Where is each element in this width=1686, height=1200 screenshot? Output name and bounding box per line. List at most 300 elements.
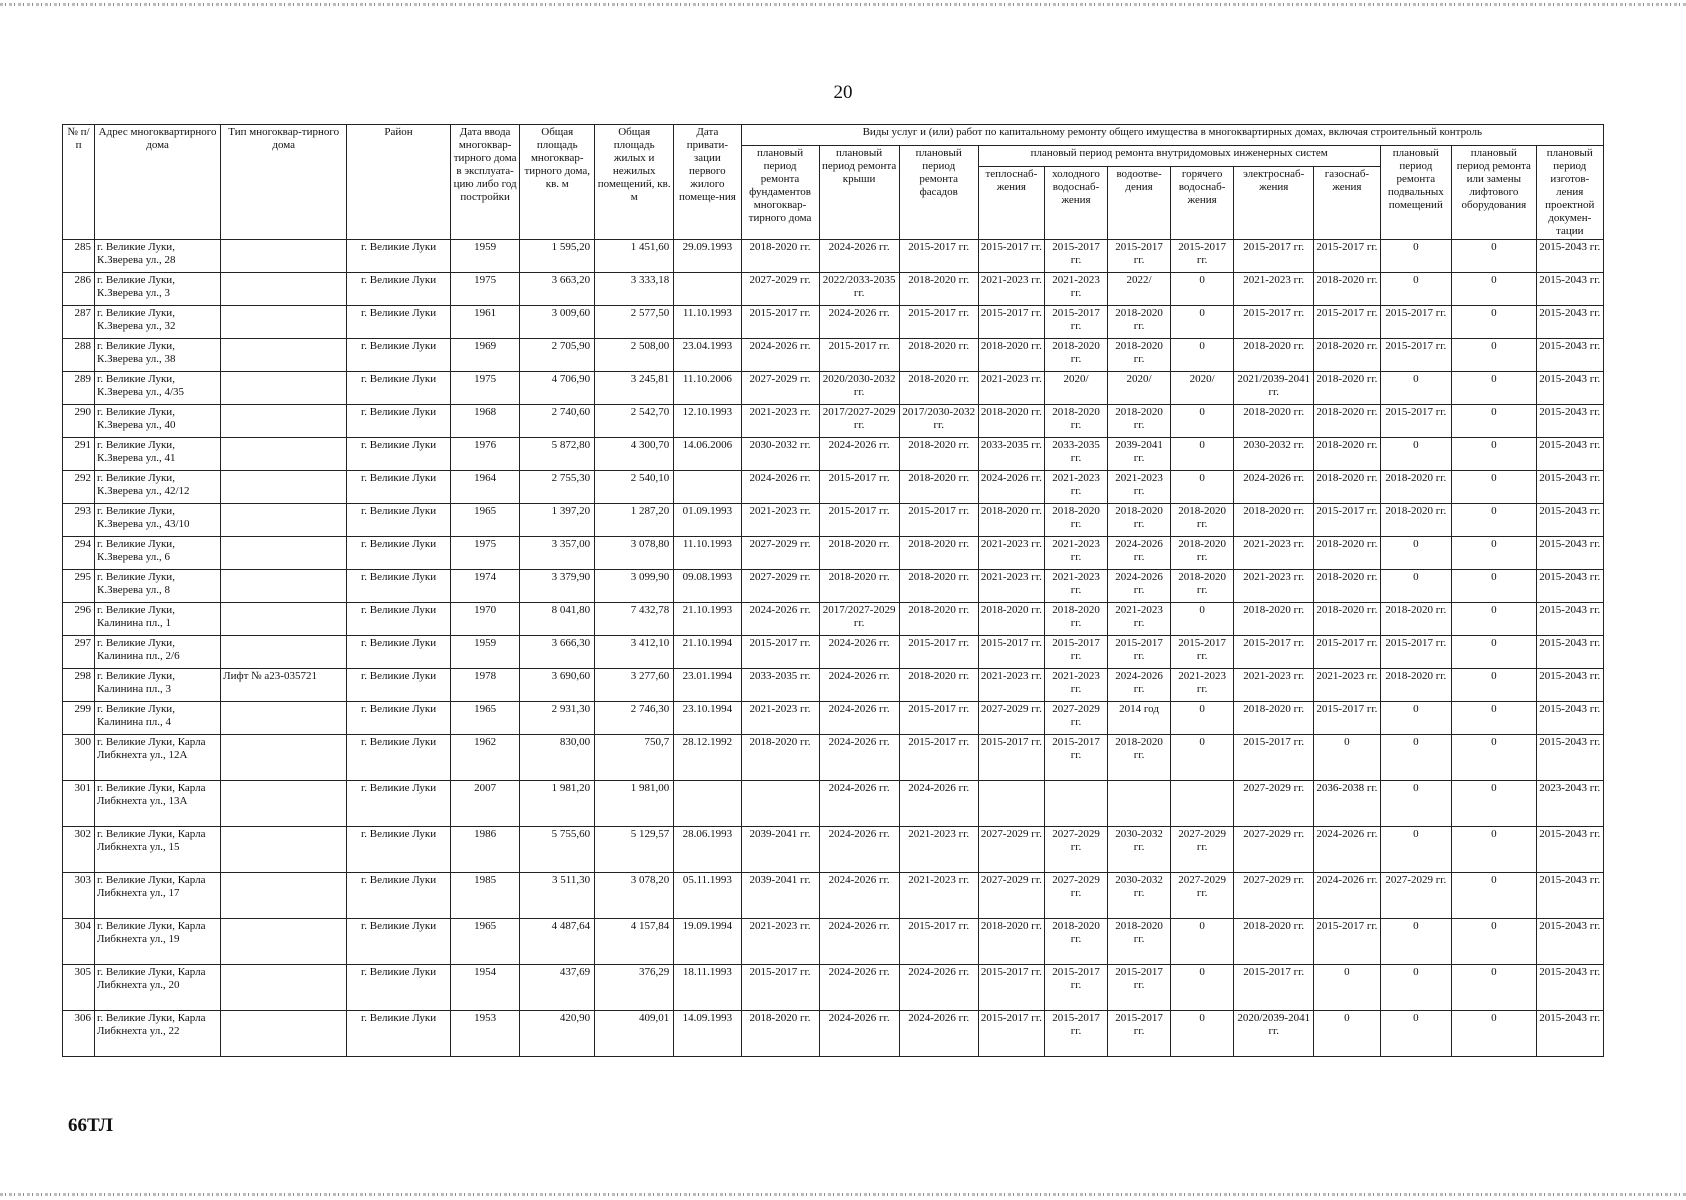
cell-privatization-date: 23.01.1994 <box>674 669 741 702</box>
cell-total-area: 3 009,60 <box>520 306 595 339</box>
cell-address: г. Великие Луки, К.Зверева ул., 3 <box>95 273 221 306</box>
cell-cold-water-period: 2015-2017 гг. <box>1045 306 1108 339</box>
cell-elevator-period: 0 <box>1452 873 1536 919</box>
cell-facade-period: 2017/2030-2032 гг. <box>899 405 978 438</box>
cell-facade-period: 2024-2026 гг. <box>899 781 978 827</box>
cell-house-type <box>221 438 347 471</box>
cell-row-number: 289 <box>63 372 95 405</box>
cell-foundation-period <box>741 781 819 827</box>
cell-privatization-date: 11.10.1993 <box>674 537 741 570</box>
cell-address: г. Великие Луки, Карла Либкнехта ул., 19 <box>95 919 221 965</box>
cell-address: г. Великие Луки, Карла Либкнехта ул., 17 <box>95 873 221 919</box>
cell-privatization-date: 23.04.1993 <box>674 339 741 372</box>
cell-commission-year: 1975 <box>450 537 519 570</box>
cell-foundation-period: 2021-2023 гг. <box>741 504 819 537</box>
cell-living-area: 3 078,20 <box>595 873 674 919</box>
cell-commission-year: 2007 <box>450 781 519 827</box>
cell-total-area: 1 595,20 <box>520 240 595 273</box>
cell-facade-period: 2015-2017 гг. <box>899 735 978 781</box>
header-facade: плановый период ремонта фасадов <box>899 146 978 240</box>
cell-facade-period: 2015-2017 гг. <box>899 636 978 669</box>
cell-gas-period: 2021-2023 гг. <box>1314 669 1380 702</box>
cell-address: г. Великие Луки, К.Зверева ул., 32 <box>95 306 221 339</box>
cell-total-area: 437,69 <box>520 965 595 1011</box>
cell-foundation-period: 2024-2026 гг. <box>741 471 819 504</box>
table-row <box>63 603 1604 636</box>
cell-address: г. Великие Луки, К.Зверева ул., 28 <box>95 240 221 273</box>
cell-row-number: 298 <box>63 669 95 702</box>
cell-basement-period: 0 <box>1380 372 1452 405</box>
cell-roof-period: 2024-2026 гг. <box>819 873 899 919</box>
cell-sewerage-period: 2030-2032 гг. <box>1108 827 1171 873</box>
cell-commission-year: 1954 <box>450 965 519 1011</box>
cell-basement-period: 0 <box>1380 537 1452 570</box>
cell-design-docs-period: 2015-2043 гг. <box>1536 570 1603 603</box>
cell-address: г. Великие Луки, Карла Либкнехта ул., 12А <box>95 735 221 781</box>
cell-commission-year: 1961 <box>450 306 519 339</box>
cell-gas-period: 0 <box>1314 965 1380 1011</box>
cell-row-number: 306 <box>63 1011 95 1057</box>
cell-electricity-period: 2015-2017 гг. <box>1234 240 1314 273</box>
cell-electricity-period: 2015-2017 гг. <box>1234 735 1314 781</box>
cell-elevator-period: 0 <box>1452 636 1536 669</box>
table-row <box>63 537 1604 570</box>
cell-design-docs-period: 2015-2043 гг. <box>1536 372 1603 405</box>
cell-roof-period: 2024-2026 гг. <box>819 919 899 965</box>
cell-cold-water-period: 2015-2017 гг. <box>1045 965 1108 1011</box>
cell-commission-year: 1985 <box>450 873 519 919</box>
cell-roof-period: 2018-2020 гг. <box>819 570 899 603</box>
cell-design-docs-period: 2015-2043 гг. <box>1536 306 1603 339</box>
cell-elevator-period: 0 <box>1452 669 1536 702</box>
cell-sewerage-period: 2024-2026 гг. <box>1108 570 1171 603</box>
header-sewerage: водоотве-дения <box>1108 167 1171 240</box>
cell-design-docs-period: 2015-2043 гг. <box>1536 471 1603 504</box>
table-header <box>63 125 1604 240</box>
cell-house-type <box>221 827 347 873</box>
cell-heating-period <box>978 781 1044 827</box>
cell-electricity-period: 2018-2020 гг. <box>1234 405 1314 438</box>
cell-house-type <box>221 273 347 306</box>
cell-foundation-period: 2018-2020 гг. <box>741 240 819 273</box>
cell-living-area: 3 333,18 <box>595 273 674 306</box>
cell-elevator-period: 0 <box>1452 537 1536 570</box>
cell-district: г. Великие Луки <box>347 372 451 405</box>
cell-heating-period: 2024-2026 гг. <box>978 471 1044 504</box>
cell-privatization-date: 18.11.1993 <box>674 965 741 1011</box>
cell-total-area: 4 487,64 <box>520 919 595 965</box>
cell-gas-period: 2018-2020 гг. <box>1314 537 1380 570</box>
cell-address: г. Великие Луки, Калинина пл., 3 <box>95 669 221 702</box>
cell-foundation-period: 2027-2029 гг. <box>741 372 819 405</box>
header-hot-water: горячего водоснаб-жения <box>1171 167 1234 240</box>
cell-design-docs-period: 2015-2043 гг. <box>1536 965 1603 1011</box>
cell-heating-period: 2015-2017 гг. <box>978 1011 1044 1057</box>
cell-district: г. Великие Луки <box>347 702 451 735</box>
page-number: 20 <box>833 82 853 103</box>
cell-facade-period: 2018-2020 гг. <box>899 471 978 504</box>
cell-gas-period: 2015-2017 гг. <box>1314 504 1380 537</box>
cell-living-area: 7 432,78 <box>595 603 674 636</box>
cell-basement-period: 0 <box>1380 702 1452 735</box>
cell-basement-period: 2027-2029 гг. <box>1380 873 1452 919</box>
cell-hot-water-period: 2018-2020 гг. <box>1171 570 1234 603</box>
table-row <box>63 339 1604 372</box>
cell-row-number: 292 <box>63 471 95 504</box>
cell-electricity-period: 2021-2023 гг. <box>1234 669 1314 702</box>
cell-row-number: 305 <box>63 965 95 1011</box>
cell-elevator-period: 0 <box>1452 570 1536 603</box>
table-row <box>63 273 1604 306</box>
cell-roof-period: 2024-2026 гг. <box>819 636 899 669</box>
cell-sewerage-period: 2021-2023 гг. <box>1108 603 1171 636</box>
cell-electricity-period: 2018-2020 гг. <box>1234 339 1314 372</box>
cell-design-docs-period: 2015-2043 гг. <box>1536 603 1603 636</box>
cell-address: г. Великие Луки, Карла Либкнехта ул., 20 <box>95 965 221 1011</box>
cell-foundation-period: 2033-2035 гг. <box>741 669 819 702</box>
cell-row-number: 297 <box>63 636 95 669</box>
cell-gas-period: 2024-2026 гг. <box>1314 873 1380 919</box>
cell-sewerage-period: 2021-2023 гг. <box>1108 471 1171 504</box>
cell-roof-period: 2024-2026 гг. <box>819 438 899 471</box>
cell-electricity-period: 2018-2020 гг. <box>1234 702 1314 735</box>
table-row <box>63 919 1604 965</box>
cell-elevator-period: 0 <box>1452 827 1536 873</box>
cell-house-type <box>221 537 347 570</box>
cell-district: г. Великие Луки <box>347 306 451 339</box>
cell-hot-water-period: 2018-2020 гг. <box>1171 537 1234 570</box>
cell-living-area: 5 129,57 <box>595 827 674 873</box>
cell-hot-water-period: 2015-2017 гг. <box>1171 636 1234 669</box>
cell-heating-period: 2018-2020 гг. <box>978 603 1044 636</box>
cell-district: г. Великие Луки <box>347 240 451 273</box>
cell-facade-period: 2018-2020 гг. <box>899 438 978 471</box>
cell-electricity-period: 2021-2023 гг. <box>1234 537 1314 570</box>
cell-electricity-period: 2030-2032 гг. <box>1234 438 1314 471</box>
cell-district: г. Великие Луки <box>347 827 451 873</box>
cell-design-docs-period: 2015-2043 гг. <box>1536 438 1603 471</box>
cell-foundation-period: 2027-2029 гг. <box>741 273 819 306</box>
cell-district: г. Великие Луки <box>347 405 451 438</box>
cell-elevator-period: 0 <box>1452 504 1536 537</box>
cell-sewerage-period: 2015-2017 гг. <box>1108 636 1171 669</box>
cell-privatization-date: 11.10.2006 <box>674 372 741 405</box>
header-no: № п/п <box>63 125 95 240</box>
cell-row-number: 300 <box>63 735 95 781</box>
cell-basement-period: 0 <box>1380 919 1452 965</box>
cell-hot-water-period: 0 <box>1171 471 1234 504</box>
cell-gas-period: 2015-2017 гг. <box>1314 306 1380 339</box>
cell-electricity-period: 2018-2020 гг. <box>1234 603 1314 636</box>
table-row <box>63 669 1604 702</box>
cell-elevator-period: 0 <box>1452 919 1536 965</box>
cell-facade-period: 2018-2020 гг. <box>899 537 978 570</box>
cell-living-area: 1 451,60 <box>595 240 674 273</box>
cell-hot-water-period: 0 <box>1171 405 1234 438</box>
cell-roof-period: 2015-2017 гг. <box>819 471 899 504</box>
cell-roof-period: 2024-2026 гг. <box>819 965 899 1011</box>
table-body <box>63 240 1604 1057</box>
cell-district: г. Великие Луки <box>347 669 451 702</box>
cell-heating-period: 2021-2023 гг. <box>978 273 1044 306</box>
cell-elevator-period: 0 <box>1452 405 1536 438</box>
cell-row-number: 290 <box>63 405 95 438</box>
cell-gas-period: 0 <box>1314 1011 1380 1057</box>
cell-commission-year: 1959 <box>450 636 519 669</box>
cell-electricity-period: 2018-2020 гг. <box>1234 919 1314 965</box>
cell-electricity-period: 2027-2029 гг. <box>1234 873 1314 919</box>
cell-gas-period: 2015-2017 гг. <box>1314 919 1380 965</box>
cell-gas-period: 2018-2020 гг. <box>1314 405 1380 438</box>
cell-house-type <box>221 702 347 735</box>
cell-living-area: 2 746,30 <box>595 702 674 735</box>
cell-district: г. Великие Луки <box>347 735 451 781</box>
scan-edge-top <box>0 3 1686 6</box>
capital-repair-register-table <box>62 124 1604 1057</box>
cell-gas-period: 2018-2020 гг. <box>1314 438 1380 471</box>
cell-sewerage-period: 2015-2017 гг. <box>1108 1011 1171 1057</box>
cell-electricity-period: 2027-2029 гг. <box>1234 827 1314 873</box>
cell-hot-water-period: 0 <box>1171 919 1234 965</box>
cell-design-docs-period: 2015-2043 гг. <box>1536 827 1603 873</box>
cell-heating-period: 2027-2029 гг. <box>978 827 1044 873</box>
header-electricity: электроснаб-жения <box>1234 167 1314 240</box>
cell-elevator-period: 0 <box>1452 781 1536 827</box>
cell-living-area: 2 508,00 <box>595 339 674 372</box>
cell-cold-water-period: 2018-2020 гг. <box>1045 504 1108 537</box>
cell-district: г. Великие Луки <box>347 438 451 471</box>
cell-facade-period: 2018-2020 гг. <box>899 603 978 636</box>
cell-design-docs-period: 2023-2043 гг. <box>1536 781 1603 827</box>
cell-row-number: 287 <box>63 306 95 339</box>
cell-elevator-period: 0 <box>1452 240 1536 273</box>
cell-heating-period: 2015-2017 гг. <box>978 735 1044 781</box>
cell-facade-period: 2021-2023 гг. <box>899 827 978 873</box>
cell-roof-period: 2017/2027-2029 гг. <box>819 603 899 636</box>
cell-gas-period: 2018-2020 гг. <box>1314 273 1380 306</box>
cell-address: г. Великие Луки, К.Зверева ул., 4/35 <box>95 372 221 405</box>
cell-sewerage-period: 2018-2020 гг. <box>1108 405 1171 438</box>
cell-gas-period: 2018-2020 гг. <box>1314 471 1380 504</box>
cell-privatization-date: 28.06.1993 <box>674 827 741 873</box>
cell-house-type <box>221 1011 347 1057</box>
cell-address: г. Великие Луки, К.Зверева ул., 40 <box>95 405 221 438</box>
cell-elevator-period: 0 <box>1452 702 1536 735</box>
cell-district: г. Великие Луки <box>347 873 451 919</box>
cell-electricity-period: 2027-2029 гг. <box>1234 781 1314 827</box>
cell-basement-period: 0 <box>1380 438 1452 471</box>
cell-basement-period: 2015-2017 гг. <box>1380 636 1452 669</box>
header-district: Район <box>347 125 451 240</box>
cell-gas-period: 2018-2020 гг. <box>1314 372 1380 405</box>
cell-roof-period: 2024-2026 гг. <box>819 1011 899 1057</box>
cell-row-number: 294 <box>63 537 95 570</box>
cell-living-area: 3 245,81 <box>595 372 674 405</box>
cell-foundation-period: 2015-2017 гг. <box>741 306 819 339</box>
cell-house-type <box>221 471 347 504</box>
table-row <box>63 636 1604 669</box>
cell-district: г. Великие Луки <box>347 919 451 965</box>
cell-sewerage-period: 2015-2017 гг. <box>1108 240 1171 273</box>
cell-hot-water-period <box>1171 781 1234 827</box>
cell-cold-water-period: 2015-2017 гг. <box>1045 735 1108 781</box>
cell-elevator-period: 0 <box>1452 1011 1536 1057</box>
cell-facade-period: 2024-2026 гг. <box>899 1011 978 1057</box>
cell-roof-period: 2024-2026 гг. <box>819 735 899 781</box>
cell-gas-period: 0 <box>1314 735 1380 781</box>
table-row <box>63 1011 1604 1057</box>
cell-foundation-period: 2021-2023 гг. <box>741 405 819 438</box>
cell-hot-water-period: 0 <box>1171 702 1234 735</box>
cell-sewerage-period: 2039-2041 гг. <box>1108 438 1171 471</box>
cell-foundation-period: 2027-2029 гг. <box>741 537 819 570</box>
cell-hot-water-period: 0 <box>1171 965 1234 1011</box>
cell-cold-water-period: 2021-2023 гг. <box>1045 669 1108 702</box>
cell-foundation-period: 2024-2026 гг. <box>741 603 819 636</box>
cell-living-area: 2 577,50 <box>595 306 674 339</box>
cell-elevator-period: 0 <box>1452 438 1536 471</box>
cell-cold-water-period: 2021-2023 гг. <box>1045 471 1108 504</box>
cell-gas-period: 2015-2017 гг. <box>1314 240 1380 273</box>
cell-facade-period: 2018-2020 гг. <box>899 372 978 405</box>
cell-facade-period: 2015-2017 гг. <box>899 504 978 537</box>
cell-basement-period: 2018-2020 гг. <box>1380 669 1452 702</box>
cell-living-area: 3 078,80 <box>595 537 674 570</box>
cell-cold-water-period: 2033-2035 гг. <box>1045 438 1108 471</box>
cell-cold-water-period <box>1045 781 1108 827</box>
cell-design-docs-period: 2015-2043 гг. <box>1536 537 1603 570</box>
cell-commission-year: 1962 <box>450 735 519 781</box>
header-elevator: плановый период ремонта или замены лифтового оборудования <box>1452 146 1536 240</box>
cell-privatization-date <box>674 781 741 827</box>
cell-house-type <box>221 306 347 339</box>
cell-heating-period: 2021-2023 гг. <box>978 570 1044 603</box>
cell-elevator-period: 0 <box>1452 735 1536 781</box>
cell-electricity-period: 2015-2017 гг. <box>1234 965 1314 1011</box>
cell-electricity-period: 2021-2023 гг. <box>1234 570 1314 603</box>
cell-district: г. Великие Луки <box>347 1011 451 1057</box>
cell-facade-period: 2015-2017 гг. <box>899 702 978 735</box>
cell-total-area: 3 511,30 <box>520 873 595 919</box>
header-engineering-group: плановый период ремонта внутридомовых инженерных систем <box>978 146 1380 167</box>
cell-district: г. Великие Луки <box>347 339 451 372</box>
cell-cold-water-period: 2027-2029 гг. <box>1045 702 1108 735</box>
cell-total-area: 830,00 <box>520 735 595 781</box>
cell-gas-period: 2015-2017 гг. <box>1314 636 1380 669</box>
cell-total-area: 3 379,90 <box>520 570 595 603</box>
cell-sewerage-period: 2018-2020 гг. <box>1108 504 1171 537</box>
cell-cold-water-period: 2018-2020 гг. <box>1045 919 1108 965</box>
cell-hot-water-period: 2015-2017 гг. <box>1171 240 1234 273</box>
cell-heating-period: 2021-2023 гг. <box>978 537 1044 570</box>
cell-house-type: Лифт № а23-035721 <box>221 669 347 702</box>
cell-hot-water-period: 0 <box>1171 306 1234 339</box>
cell-living-area: 1 981,00 <box>595 781 674 827</box>
cell-commission-year: 1978 <box>450 669 519 702</box>
cell-house-type <box>221 504 347 537</box>
cell-hot-water-period: 0 <box>1171 1011 1234 1057</box>
cell-commission-year: 1976 <box>450 438 519 471</box>
cell-roof-period: 2015-2017 гг. <box>819 339 899 372</box>
cell-hot-water-period: 2018-2020 гг. <box>1171 504 1234 537</box>
cell-elevator-period: 0 <box>1452 603 1536 636</box>
cell-basement-period: 0 <box>1380 1011 1452 1057</box>
cell-privatization-date <box>674 273 741 306</box>
cell-roof-period: 2024-2026 гг. <box>819 669 899 702</box>
cell-roof-period: 2024-2026 гг. <box>819 827 899 873</box>
cell-design-docs-period: 2015-2043 гг. <box>1536 636 1603 669</box>
cell-basement-period: 2015-2017 гг. <box>1380 306 1452 339</box>
cell-row-number: 303 <box>63 873 95 919</box>
cell-commission-year: 1965 <box>450 919 519 965</box>
cell-district: г. Великие Луки <box>347 636 451 669</box>
cell-sewerage-period: 2030-2032 гг. <box>1108 873 1171 919</box>
cell-house-type <box>221 735 347 781</box>
cell-design-docs-period: 2015-2043 гг. <box>1536 405 1603 438</box>
cell-living-area: 750,7 <box>595 735 674 781</box>
table-row <box>63 240 1604 273</box>
cell-total-area: 2 755,30 <box>520 471 595 504</box>
cell-facade-period: 2018-2020 гг. <box>899 273 978 306</box>
cell-district: г. Великие Луки <box>347 570 451 603</box>
cell-commission-year: 1986 <box>450 827 519 873</box>
cell-facade-period: 2024-2026 гг. <box>899 965 978 1011</box>
cell-foundation-period: 2030-2032 гг. <box>741 438 819 471</box>
cell-basement-period: 2015-2017 гг. <box>1380 405 1452 438</box>
cell-living-area: 3 412,10 <box>595 636 674 669</box>
cell-electricity-period: 2021-2023 гг. <box>1234 273 1314 306</box>
cell-design-docs-period: 2015-2043 гг. <box>1536 919 1603 965</box>
cell-commission-year: 1965 <box>450 504 519 537</box>
table-row <box>63 965 1604 1011</box>
cell-design-docs-period: 2015-2043 гг. <box>1536 669 1603 702</box>
cell-cold-water-period: 2018-2020 гг. <box>1045 603 1108 636</box>
cell-living-area: 4 300,70 <box>595 438 674 471</box>
cell-commission-year: 1965 <box>450 702 519 735</box>
cell-district: г. Великие Луки <box>347 504 451 537</box>
document-code: 66ТЛ <box>68 1115 113 1136</box>
cell-roof-period: 2020/2030-2032 гг. <box>819 372 899 405</box>
cell-total-area: 2 931,30 <box>520 702 595 735</box>
header-cold-water: холодного водоснаб-жения <box>1045 167 1108 240</box>
cell-commission-year: 1959 <box>450 240 519 273</box>
cell-heating-period: 2021-2023 гг. <box>978 372 1044 405</box>
header-foundation: плановый период ремонта фундаментов многоквар-тирного дома <box>741 146 819 240</box>
cell-gas-period: 2018-2020 гг. <box>1314 339 1380 372</box>
cell-electricity-period: 2015-2017 гг. <box>1234 636 1314 669</box>
cell-cold-water-period: 2018-2020 гг. <box>1045 405 1108 438</box>
cell-hot-water-period: 2027-2029 гг. <box>1171 827 1234 873</box>
cell-elevator-period: 0 <box>1452 339 1536 372</box>
cell-hot-water-period: 0 <box>1171 438 1234 471</box>
cell-address: г. Великие Луки, Калинина пл., 2/6 <box>95 636 221 669</box>
header-works-group: Виды услуг и (или) работ по капитальному ремонту общего имущества в многоквартирных домах, включая строительный контроль <box>741 125 1603 146</box>
table-row <box>63 570 1604 603</box>
cell-elevator-period: 0 <box>1452 471 1536 504</box>
cell-sewerage-period: 2020/ <box>1108 372 1171 405</box>
cell-electricity-period: 2021/2039-2041 гг. <box>1234 372 1314 405</box>
cell-privatization-date: 29.09.1993 <box>674 240 741 273</box>
cell-facade-period: 2015-2017 гг. <box>899 919 978 965</box>
cell-basement-period: 0 <box>1380 781 1452 827</box>
header-roof: плановый период ремонта крыши <box>819 146 899 240</box>
cell-facade-period: 2015-2017 гг. <box>899 306 978 339</box>
cell-privatization-date: 28.12.1992 <box>674 735 741 781</box>
cell-row-number: 293 <box>63 504 95 537</box>
cell-house-type <box>221 372 347 405</box>
cell-design-docs-period: 2015-2043 гг. <box>1536 273 1603 306</box>
cell-address: г. Великие Луки, К.Зверева ул., 8 <box>95 570 221 603</box>
